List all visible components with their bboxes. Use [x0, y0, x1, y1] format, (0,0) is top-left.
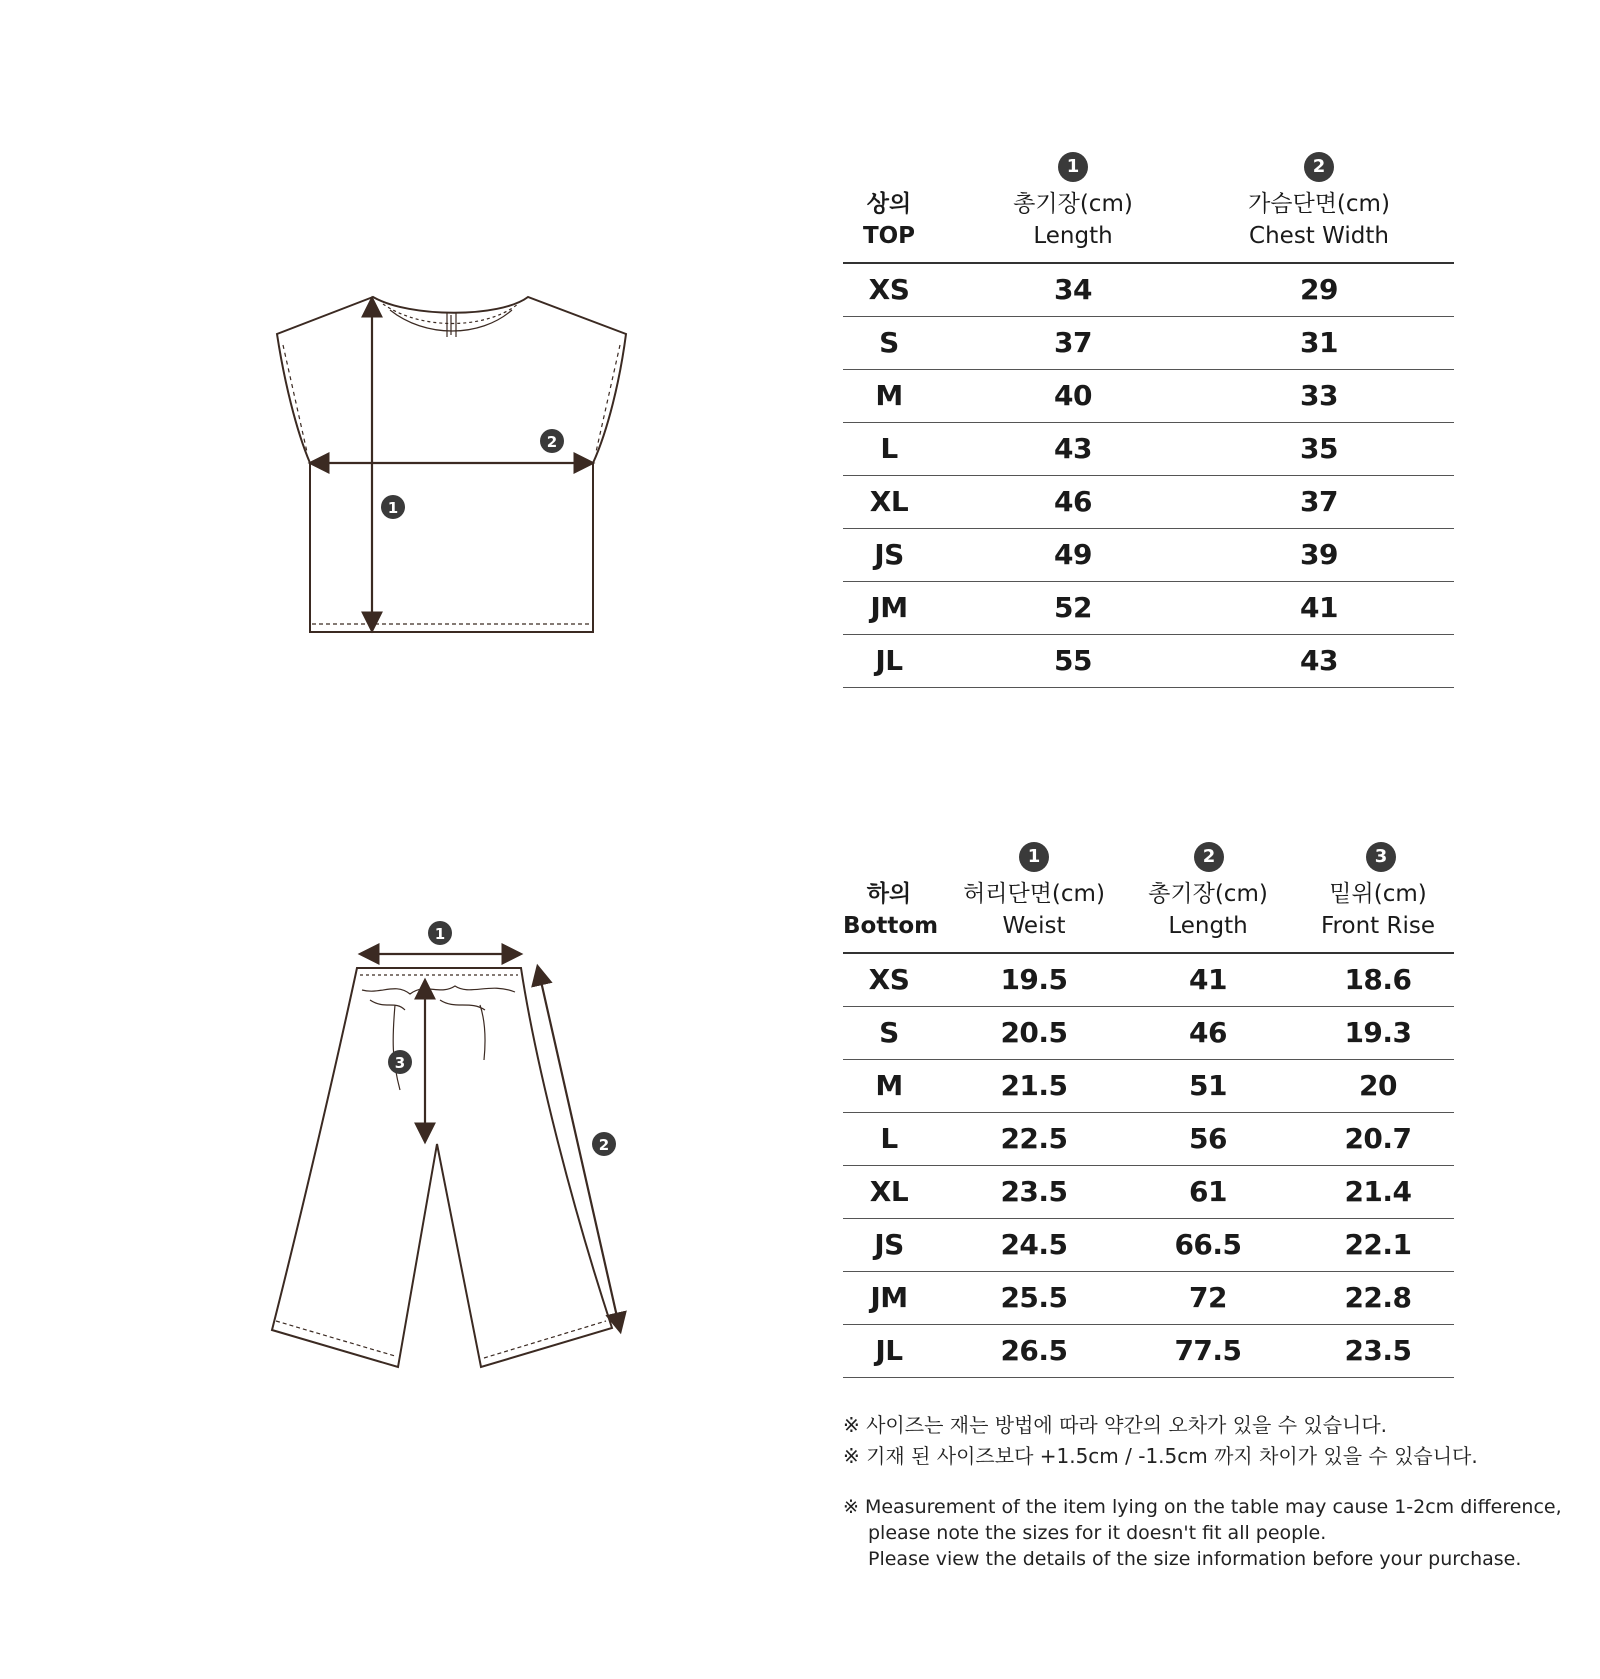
table-cell: 35 — [1300, 432, 1338, 465]
table-cell: 41 — [1300, 591, 1338, 624]
table-cell: 26.5 — [1000, 1334, 1068, 1367]
marker-2: 2 — [1304, 152, 1334, 182]
table-cell: 61 — [1189, 1175, 1227, 1208]
bottom-header-row — [843, 876, 1454, 954]
table-cell: 43 — [1054, 432, 1092, 465]
table-cell: 31 — [1300, 326, 1338, 359]
table-cell: 56 — [1189, 1122, 1227, 1155]
size-label: JM — [870, 591, 908, 624]
size-label: L — [880, 1122, 898, 1155]
size-label: XL — [869, 485, 909, 518]
header-length: 총기장(cm) Length — [1013, 191, 1133, 249]
svg-text:1: 1 — [387, 499, 399, 517]
top-marker-2 — [540, 429, 564, 453]
note-en-2: please note the sizes for it doesn't fit all people. — [868, 1522, 1327, 1544]
table-cell: 20.7 — [1344, 1122, 1412, 1155]
table-row — [843, 1272, 1454, 1325]
top-garment-drawing — [277, 297, 626, 632]
table-row — [843, 1166, 1454, 1219]
note-en-block — [843, 1494, 1562, 1572]
table-cell: 19.3 — [1344, 1016, 1412, 1049]
table-cell: 19.5 — [1000, 963, 1068, 996]
header-chest-width: 가슴단면(cm) Chest Width — [1248, 191, 1390, 249]
size-label: L — [880, 432, 898, 465]
table-cell: 33 — [1300, 379, 1338, 412]
table-cell: 41 — [1189, 963, 1227, 996]
size-label: JM — [870, 1281, 908, 1314]
bottom-marker-row — [843, 842, 1454, 876]
table-cell: 24.5 — [1000, 1228, 1068, 1261]
pants-marker-1 — [428, 921, 452, 945]
header-waist: 허리단면(cm) Weist — [963, 881, 1105, 939]
size-label: S — [879, 1016, 899, 1049]
table-row — [843, 264, 1454, 317]
marker-3: 3 — [1366, 842, 1396, 872]
size-label: XS — [868, 963, 910, 996]
table-cell: 20.5 — [1000, 1016, 1068, 1049]
top-size-table — [843, 152, 1454, 688]
size-label: JS — [874, 1228, 904, 1261]
table-cell: 66.5 — [1174, 1228, 1242, 1261]
table-row — [843, 954, 1454, 1007]
table-row — [843, 370, 1454, 423]
table-cell: 40 — [1054, 379, 1092, 412]
note-en-3: Please view the details of the size information before your purchase. — [868, 1548, 1522, 1570]
table-cell: 77.5 — [1174, 1334, 1242, 1367]
table-row — [843, 317, 1454, 370]
table-cell: 20 — [1359, 1069, 1397, 1102]
svg-text:2: 2 — [546, 433, 558, 451]
marker-1: 1 — [1058, 152, 1088, 182]
table-cell: 22.5 — [1000, 1122, 1068, 1155]
table-cell: 23.5 — [1344, 1334, 1412, 1367]
table-row — [843, 1113, 1454, 1166]
note-ko-2: ※ 기재 된 사이즈보다 +1.5cm / -1.5cm 까지 차이가 있을 수 있습니다. — [843, 1444, 1478, 1468]
table-cell: 25.5 — [1000, 1281, 1068, 1314]
size-label: JL — [875, 644, 903, 677]
pants-marker-3 — [388, 1050, 412, 1074]
table-cell: 37 — [1054, 326, 1092, 359]
table-cell: 43 — [1300, 644, 1338, 677]
table-cell: 29 — [1300, 273, 1338, 306]
table-cell: 55 — [1054, 644, 1092, 677]
table-row — [843, 582, 1454, 635]
header-front-rise: 밑위(cm) Front Rise — [1321, 881, 1435, 939]
size-label: XL — [869, 1175, 909, 1208]
size-label: M — [875, 1069, 903, 1102]
marker-1: 1 — [1019, 842, 1049, 872]
top-rows — [843, 264, 1454, 688]
table-row — [843, 529, 1454, 582]
table-row — [843, 1219, 1454, 1272]
header-length: 총기장(cm) Length — [1148, 881, 1268, 939]
top-header-row — [843, 186, 1454, 264]
bottom-size-table — [843, 842, 1454, 1378]
size-label: XS — [868, 273, 910, 306]
notes — [843, 1410, 1562, 1572]
table-cell: 39 — [1300, 538, 1338, 571]
svg-text:3: 3 — [394, 1054, 406, 1072]
table-row — [843, 1060, 1454, 1113]
table-cell: 51 — [1189, 1069, 1227, 1102]
table-row — [843, 1325, 1454, 1378]
svg-text:2: 2 — [598, 1136, 610, 1154]
bottom-rows — [843, 954, 1454, 1378]
table-row — [843, 476, 1454, 529]
size-label: JL — [875, 1334, 903, 1367]
table-cell: 37 — [1300, 485, 1338, 518]
note-en-1: ※ Measurement of the item lying on the table may cause 1-2cm difference, — [843, 1496, 1562, 1518]
top-marker-1 — [381, 495, 405, 519]
table-cell: 21.4 — [1344, 1175, 1412, 1208]
size-label: JS — [874, 538, 904, 571]
table-cell: 46 — [1189, 1016, 1227, 1049]
table-row — [843, 635, 1454, 688]
table-cell: 72 — [1189, 1281, 1227, 1314]
pants-drawing — [272, 968, 612, 1367]
table-cell: 46 — [1054, 485, 1092, 518]
table-cell: 22.1 — [1344, 1228, 1412, 1261]
header-category: 상의 TOP — [862, 191, 916, 249]
table-row — [843, 423, 1454, 476]
table-cell: 18.6 — [1344, 963, 1412, 996]
top-marker-row — [843, 152, 1454, 186]
marker-2: 2 — [1194, 842, 1224, 872]
table-cell: 49 — [1054, 538, 1092, 571]
size-label: S — [879, 326, 899, 359]
table-cell: 23.5 — [1000, 1175, 1068, 1208]
table-cell: 22.8 — [1344, 1281, 1412, 1314]
table-cell: 21.5 — [1000, 1069, 1068, 1102]
pants-marker-2 — [592, 1132, 616, 1156]
header-category: 하의 Bottom — [843, 881, 939, 939]
table-row — [843, 1007, 1454, 1060]
table-cell: 52 — [1054, 591, 1092, 624]
size-label: M — [875, 379, 903, 412]
svg-text:1: 1 — [434, 925, 446, 943]
note-ko-1: ※ 사이즈는 재는 방법에 따라 약간의 오차가 있을 수 있습니다. — [843, 1413, 1388, 1437]
table-cell: 34 — [1054, 273, 1092, 306]
